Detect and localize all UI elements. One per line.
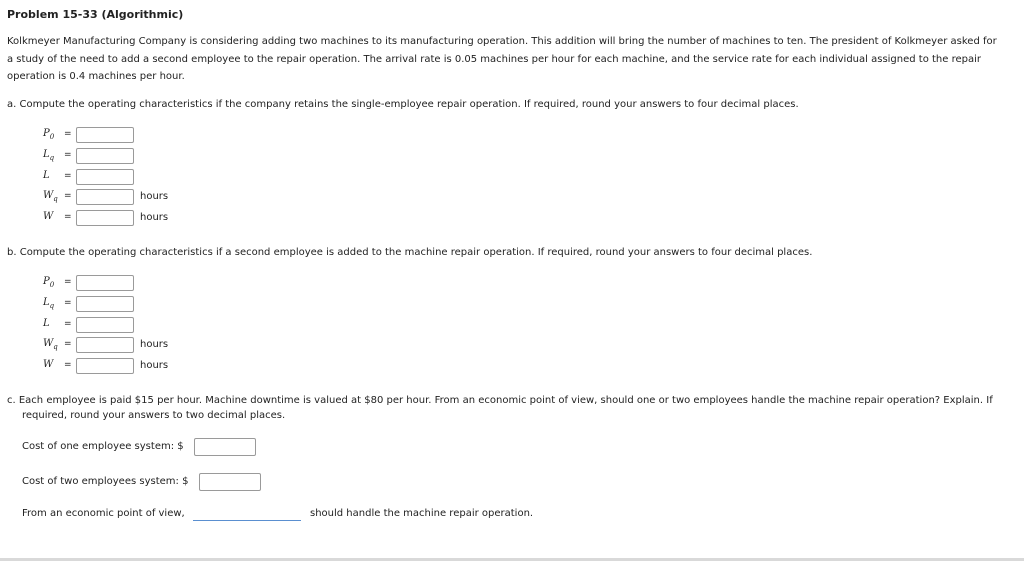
equals-sign: =: [64, 129, 72, 139]
part-b-field-label: [43, 318, 50, 329]
part-b-field-label: [43, 297, 54, 310]
symbol-subscript: q: [53, 195, 58, 204]
symbol: W: [43, 211, 54, 223]
equals-sign: =: [64, 170, 72, 181]
part-b-answer-input[interactable]: [76, 296, 134, 312]
equals-sign: =: [64, 339, 72, 350]
problem-intro: [7, 33, 1019, 86]
intro-line: a study of the need to add a second employee to the repair operation. The arrival rate is 0.05 machines per hour for each machine, and the service rate for each individual assigned to the repair: [7, 53, 982, 65]
part-a-answer-input[interactable]: [76, 169, 134, 185]
part-a-answer-input[interactable]: [76, 127, 134, 143]
part-c-question: [7, 393, 1019, 423]
equals-sign: =: [64, 318, 72, 329]
equals-sign: =: [64, 191, 72, 202]
part-a-field-label: [43, 211, 53, 222]
part-b-field-label: [43, 359, 53, 370]
part-c-question-line: required, round your answers to two decimal places.: [22, 410, 286, 421]
symbol: P: [43, 128, 50, 139]
problem-title: Problem 15-33 (Algorithmic): [7, 8, 184, 21]
symbol: W: [43, 190, 54, 202]
unit-label: hours: [140, 212, 169, 224]
part-a-field-label: [43, 170, 50, 181]
cost-two-input[interactable]: [199, 473, 261, 491]
part-b-answer-input[interactable]: [76, 317, 134, 333]
symbol-subscript: 0: [49, 133, 55, 141]
equals-sign: =: [64, 277, 72, 287]
part-a-answer-input[interactable]: [76, 189, 134, 205]
part-a-answer-input[interactable]: [76, 210, 134, 226]
econ-suffix: should handle the machine repair operation.: [310, 508, 534, 519]
part-b-answer-input[interactable]: [76, 275, 134, 291]
symbol: P: [43, 276, 50, 287]
symbol: W: [43, 359, 54, 371]
symbol: L: [43, 296, 50, 308]
cost-one-label: Cost of one employee system: $: [22, 441, 184, 452]
part-b-answer-input[interactable]: [76, 358, 134, 374]
part-a-answer-input[interactable]: [76, 148, 134, 164]
symbol: L: [43, 317, 50, 329]
cost-one-input[interactable]: [194, 438, 256, 456]
symbol: L: [43, 169, 50, 181]
employees-dropdown[interactable]: [193, 520, 301, 521]
part-b-field-label: [43, 338, 58, 351]
unit-label: hours: [140, 360, 169, 372]
unit-label: hours: [140, 339, 169, 351]
econ-prefix: From an economic point of view,: [22, 508, 185, 519]
equals-sign: =: [64, 212, 72, 223]
symbol-subscript: q: [53, 343, 58, 352]
part-a-field-label: [43, 190, 58, 203]
symbol: L: [43, 148, 50, 160]
symbol-subscript: q: [49, 153, 55, 162]
part-a-question: a. Compute the operating characteristics if the company retains the single-employee repair operation. If required, round your answers to four decimal places.: [7, 99, 799, 110]
part-b-question: b. Compute the operating characteristics if a second employee is added to the machine repair operation. If required, round your answers to four decimal places.: [7, 247, 813, 258]
symbol-subscript: 0: [49, 281, 55, 289]
part-c-question-line: c. Each employee is paid $15 per hour. Machine downtime is valued at $80 per hour. From an economic point of view, should one or two employees handle the machine repair operation? Explain. If: [7, 395, 993, 406]
part-a-field-label: [43, 149, 54, 162]
symbol: W: [43, 338, 54, 350]
part-a-field-label: [43, 128, 54, 141]
cost-two-label: Cost of two employees system: $: [22, 476, 189, 487]
unit-label: hours: [140, 191, 169, 203]
intro-line: operation is 0.4 machines per hour.: [7, 71, 185, 82]
part-b-answer-input[interactable]: [76, 337, 134, 353]
equals-sign: =: [64, 297, 72, 308]
part-b-field-label: [43, 276, 54, 289]
symbol-subscript: q: [49, 301, 55, 310]
equals-sign: =: [64, 360, 72, 371]
equals-sign: =: [64, 149, 72, 160]
intro-line: Kolkmeyer Manufacturing Company is considering adding two machines to its manufacturing operation. This addition will bring the number of machines to ten. The president of Kolkmeyer asked for: [7, 36, 997, 47]
